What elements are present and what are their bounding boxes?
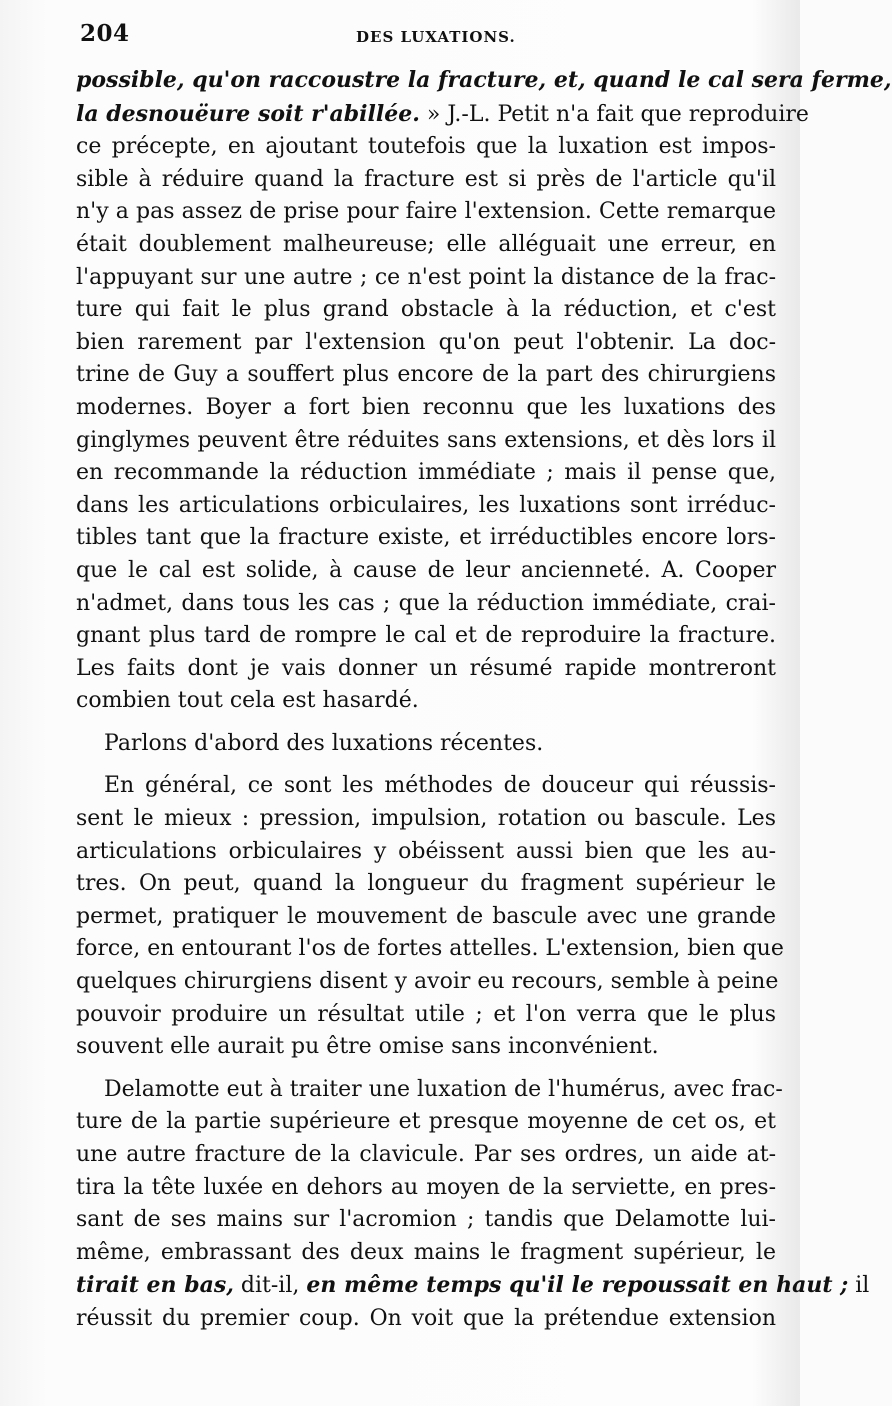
- paragraph: [76, 770, 784, 1063]
- text-line: gnant plus tard de rompre le cal et de reproduire la fracture.: [76, 623, 776, 649]
- text-line: en recommande la réduction immédiate ; mais il pense que,: [76, 460, 776, 486]
- text-line: trine de Guy a souffert plus encore de la part des chirurgiens: [76, 362, 776, 388]
- text-line: sible à réduire quand la fracture est si près de l'article qu'il: [76, 166, 776, 192]
- text-line: ce précepte, en ajoutant toutefois que la luxation est impos-: [76, 134, 776, 160]
- text-line: dans les articulations orbiculaires, les luxations sont irréduc-: [76, 492, 776, 518]
- paragraph: [76, 1074, 870, 1336]
- text-line: En général, ce sont les méthodes de douceur qui réussis-: [104, 773, 776, 799]
- page-header: [80, 20, 770, 50]
- text-line: Les faits dont je vais donner un résumé rapide montreront: [76, 655, 776, 681]
- text-line: tirait en bas, dit-il, en même temps qu'il le repoussait en haut ; il: [76, 1272, 870, 1299]
- text-line: n'admet, dans tous les cas ; que la réduction immédiate, crai-: [76, 590, 776, 616]
- text-line: ture qui fait le plus grand obstacle à la réduction, et c'est: [76, 297, 776, 323]
- text-line: ture de la partie supérieure et presque moyenne de cet os, et: [76, 1109, 776, 1135]
- text-line: que le cal est solide, à cause de leur ancienneté. A. Cooper: [76, 557, 776, 583]
- text-line: sent le mieux : pression, impulsion, rotation ou bascule. Les: [76, 806, 776, 832]
- text-line: l'appuyant sur une autre ; ce n'est point la distance de la frac-: [76, 264, 776, 290]
- text-line: modernes. Boyer a fort bien reconnu que les luxations des: [76, 394, 776, 420]
- text-line: réussit du premier coup. On voit que la prétendue extension: [76, 1305, 776, 1331]
- paragraph: [76, 64, 892, 718]
- text-line: la desnouëure soit r'abillée. » J.-L. Petit n'a fait que reproduire: [76, 100, 809, 127]
- text-line: force, en entourant l'os de fortes attelles. L'extension, bien que: [76, 936, 784, 962]
- text-line: permet, pratiquer le mouvement de bascule avec une grande: [76, 903, 776, 929]
- running-title: DES LUXATIONS.: [356, 28, 516, 46]
- text-line: bien rarement par l'extension qu'on peut l'obtenir. La doc-: [76, 329, 776, 355]
- page-number: 204: [80, 20, 130, 47]
- text-line: possible, qu'on raccoustre la fracture, et, quand le cal sera ferme,: [76, 67, 892, 93]
- text-line: quelques chirurgiens disent y avoir eu recours, semble à peine: [76, 969, 779, 995]
- text-line: tibles tant que la fracture existe, et irréductibles encore lors-: [76, 525, 776, 551]
- text-line: combien tout cela est hasardé.: [76, 688, 419, 714]
- text-line: Delamotte eut à traiter une luxation de l'humérus, avec frac-: [104, 1076, 783, 1102]
- text-line: une autre fracture de la clavicule. Par ses ordres, un aide at-: [76, 1142, 776, 1167]
- body-text: [76, 64, 892, 1336]
- paragraph: [76, 728, 776, 761]
- text-line: tres. On peut, quand la longueur du fragment supérieur le: [76, 871, 776, 897]
- text-line: tira la tête luxée en dehors au moyen de la serviette, en pres-: [76, 1174, 776, 1200]
- text-line: Parlons d'abord des luxations récentes.: [104, 730, 544, 756]
- text-line: souvent elle aurait pu être omise sans inconvénient.: [76, 1034, 659, 1060]
- text-line: était doublement malheureuse; elle alléguait une erreur, en: [76, 231, 776, 257]
- text-line: ginglymes peuvent être réduites sans extensions, et dès lors il: [76, 427, 776, 453]
- text-line: n'y a pas assez de prise pour faire l'extension. Cette remarque: [76, 199, 776, 225]
- text-line: articulations orbiculaires y obéissent aussi bien que les au-: [76, 838, 776, 864]
- text-line: sant de ses mains sur l'acromion ; tandis que Delamotte lui-: [76, 1207, 776, 1233]
- text-line: même, embrassant des deux mains le fragment supérieur, le: [76, 1239, 776, 1265]
- text-line: pouvoir produire un résultat utile ; et l'on verra que le plus: [76, 1001, 776, 1027]
